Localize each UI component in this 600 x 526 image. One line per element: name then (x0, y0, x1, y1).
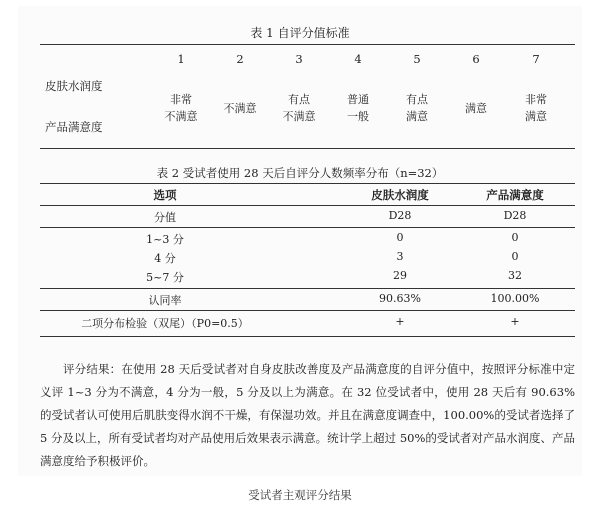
table1-level-1: 非常 不满意 (164, 93, 198, 123)
table1-level-2: 不满意 (223, 102, 257, 115)
table1-score-5: 5 (413, 52, 421, 66)
table2-row-4-satisfaction: 0 (511, 250, 519, 263)
table2-row-rate-satisfaction: 100.00% (490, 292, 540, 305)
table2-bottom-rule (40, 336, 575, 337)
table1-score-3: 3 (295, 52, 303, 66)
table1-bottom-rule (40, 148, 575, 149)
table2-row-rate-label: 认同率 (148, 294, 182, 307)
table1-score-4: 4 (354, 52, 362, 66)
table2-row-test-satisfaction: + (510, 315, 520, 328)
table1-score-6: 6 (472, 52, 480, 66)
table2-row-score-label: 分值 (154, 211, 176, 224)
table2-row-rule-3 (40, 310, 575, 311)
table2-row-5to7-moisture: 29 (393, 269, 407, 282)
table2-row-1to3-satisfaction: 0 (511, 231, 519, 244)
table2-row-rule (40, 227, 575, 228)
table1-row-label-moisture: 皮肤水润度 (45, 79, 103, 93)
result-paragraph: 评分结果：在使用 28 天后受试者对自身皮肤改善度及产品满意度的自评分值中，按照评分标准中定义评 1~3 分为不满意，4 分为一般，5 分及以上为满意。在 32 位受试者中，使用 28 天后有 90.63%的受试者认可使用后肌肤变得水润不干燥，有保湿功效。并且在满意度调查中，100.00%的受试者选择了 5 分及以上，所有受试者均对产品使用后效果表示满意。统计学上超过 50%的受试者对产品水润度、产品满意度给予积极评价。 (40, 362, 575, 468)
table1-level-3: 有点 不满意 (282, 93, 316, 123)
table2-title: 表 2 受试者使用 28 天后自评分人数频率分布（n=32） (156, 166, 444, 180)
table2-row-4-moisture: 3 (396, 250, 404, 263)
table2-row-score-satisfaction: D28 (503, 209, 527, 222)
table1-score-1: 1 (177, 52, 185, 66)
table1-level-6: 满意 (465, 102, 487, 115)
table2-row-5to7-label: 5~7 分 (146, 271, 184, 284)
table2-row-test-moisture: + (395, 315, 405, 328)
figure-caption: 受试者主观评分结果 (248, 488, 352, 502)
table2-row-5to7-satisfaction: 32 (508, 269, 522, 282)
table2-header-satisfaction: 产品满意度 (486, 188, 544, 202)
table2-row-1to3-moisture: 0 (396, 231, 404, 244)
table1-level-4: 普通 一般 (347, 93, 369, 123)
table2-header-moisture: 皮肤水润度 (371, 188, 429, 202)
table1-top-rule (40, 44, 575, 45)
table2-row-4-label: 4 分 (154, 252, 176, 265)
table1-row-label-satisfaction: 产品满意度 (45, 120, 103, 134)
table2-row-1to3-label: 1~3 分 (146, 233, 184, 246)
table1-level-5: 有点 满意 (406, 93, 428, 123)
table1-title: 表 1 自评分值标准 (250, 26, 350, 40)
table1-level-7: 非常 满意 (525, 93, 547, 123)
table2-row-rate-moisture: 90.63% (379, 292, 421, 305)
table2-header-rule (40, 205, 575, 206)
table2-row-score-moisture: D28 (388, 209, 412, 222)
table1-score-2: 2 (236, 52, 244, 66)
table2-row-test-label: 二项分布检验（双尾）（P0=0.5） (81, 317, 249, 330)
table1-score-7: 7 (532, 52, 540, 66)
table2-header-option: 选项 (153, 188, 177, 202)
table2-top-rule (40, 183, 575, 184)
table2-row-rule-2 (40, 288, 575, 289)
